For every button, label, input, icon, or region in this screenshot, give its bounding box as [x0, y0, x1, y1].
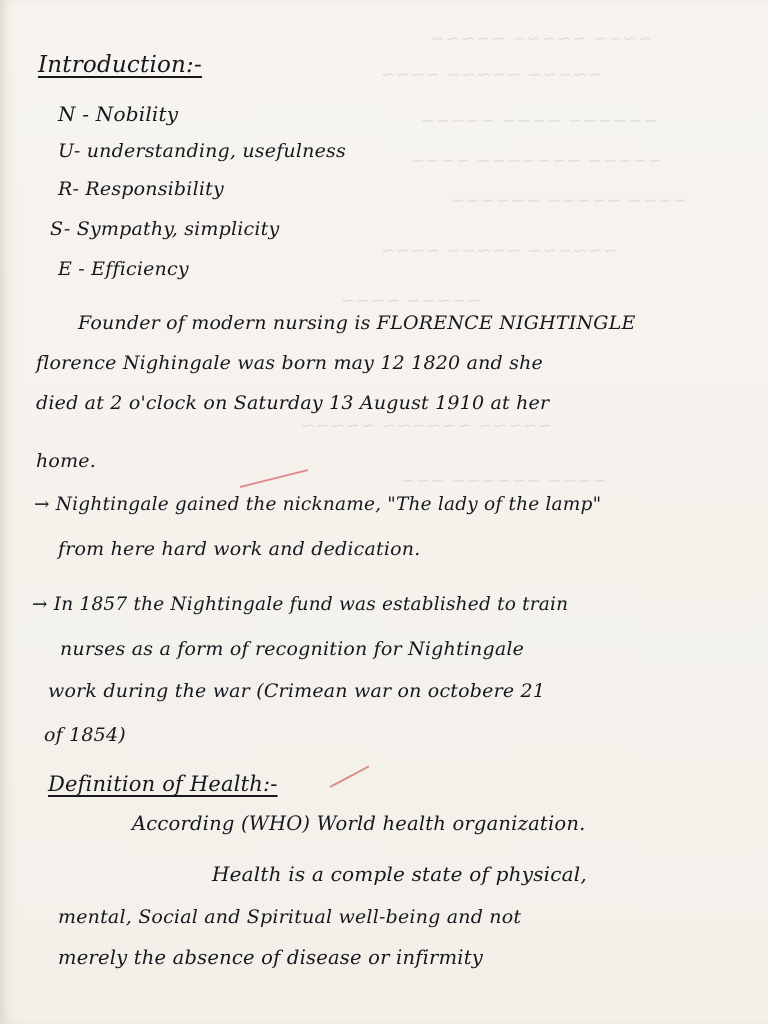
health-heading: Definition of Health:-: [48, 772, 278, 796]
health-line: Health is a comple state of physical,: [212, 862, 587, 886]
health-line: According (WHO) World health organization.: [132, 812, 586, 835]
bleed-through-text: ~~~~ ~~~~~ ~~~~~: [430, 28, 653, 49]
bleed-through-text: ~~~~~ ~~~~~ ~~~~: [380, 64, 603, 85]
intro-item: N - Nobility: [58, 102, 179, 126]
founder-line: florence Nighingale was born may 12 1820 and she: [36, 352, 543, 374]
intro-item: E - Efficiency: [58, 258, 189, 280]
bleed-through-text: ~~~~~ ~~~~~~~ ~~~~: [410, 150, 663, 171]
bleed-through-text: ~~~~~~ ~~~~~ ~~~~: [380, 240, 618, 261]
health-line: mental, Social and Spiritual well-being and not: [58, 906, 522, 928]
nickname-line: → Nightingale gained the nickname, "The lady of the lamp": [34, 494, 602, 515]
intro-item: R- Responsibility: [58, 178, 224, 200]
bleed-through-text: ~~~~~~ ~~~~ ~~~~~: [420, 110, 658, 131]
founder-line: home.: [36, 450, 96, 472]
bleed-through-text: ~~~~~ ~~~~~~ ~~~~~: [300, 415, 553, 436]
intro-item: S- Sympathy, simplicity: [50, 218, 280, 240]
fund-line: of 1854): [44, 724, 126, 746]
bleed-through-text: ~~~~ ~~~~~ ~~~~~~: [450, 190, 688, 211]
nickname-line: from here hard work and dedication.: [58, 538, 421, 560]
fund-line: nurses as a form of recognition for Nightingale: [60, 638, 525, 660]
fund-line: → In 1857 the Nightingale fund was established to train: [32, 594, 569, 615]
pen-stroke-mark: [330, 765, 370, 787]
bleed-through-text: ~~~~~ ~~~~: [340, 290, 482, 311]
founder-line: Founder of modern nursing is FLORENCE NIGHTINGLE: [78, 312, 636, 334]
health-line: merely the absence of disease or infirmity: [58, 946, 483, 969]
fund-line: work during the war (Crimean war on octobere 21: [48, 680, 546, 702]
bleed-through-text: ~~~~ ~~~~~~ ~~~: [400, 470, 608, 491]
pen-stroke-mark: [240, 469, 308, 488]
intro-heading: Introduction:-: [38, 52, 202, 78]
intro-item: U- understanding, usefulness: [58, 140, 346, 162]
founder-line: died at 2 o'clock on Saturday 13 August 1910 at her: [36, 392, 550, 414]
